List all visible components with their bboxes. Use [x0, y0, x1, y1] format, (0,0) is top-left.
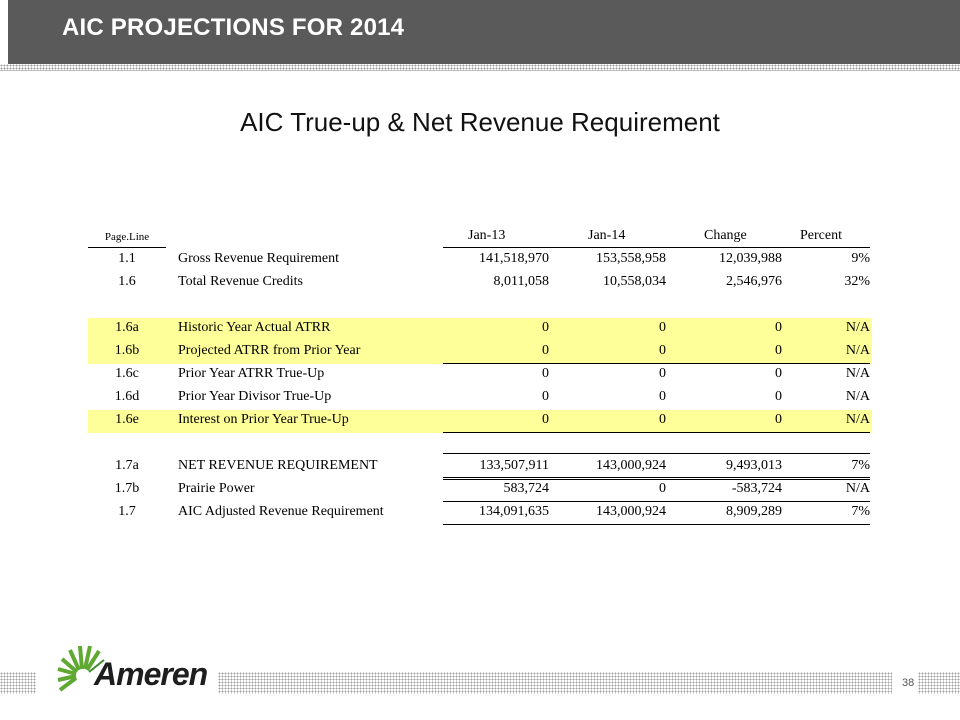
row-jan-13: 0	[542, 320, 549, 335]
total-underline-1	[443, 477, 870, 478]
row-jan-14: 10,558,034	[603, 274, 666, 289]
row-page-line: 1.6d	[114, 389, 140, 404]
row-percent: N/A	[845, 343, 870, 358]
header-change: Change	[704, 228, 747, 243]
row-change: 9,493,013	[726, 458, 782, 473]
row-page-line: 1.6b	[114, 343, 140, 358]
table-row	[88, 341, 872, 364]
row-jan-13: 8,011,058	[493, 274, 549, 289]
row-change: -583,724	[731, 481, 782, 496]
table-row	[88, 479, 872, 502]
row-jan-13: 0	[542, 412, 549, 427]
footer-dotted-stripe-right	[918, 672, 960, 694]
row-change: 12,039,988	[719, 251, 782, 266]
row-page-line: 1.6c	[115, 366, 139, 381]
row-page-line: 1.6e	[115, 412, 139, 427]
row-description: Prairie Power	[178, 481, 255, 496]
revenue-table	[88, 226, 872, 525]
ameren-logo	[54, 638, 224, 702]
row-jan-14: 0	[659, 343, 666, 358]
row-change: 0	[775, 412, 782, 427]
row-percent: N/A	[845, 412, 870, 427]
row-jan-14: 0	[659, 389, 666, 404]
row-description: Prior Year Divisor True-Up	[178, 389, 332, 404]
footer-dotted-stripe-middle	[218, 672, 892, 694]
row-jan-14: 153,558,958	[596, 251, 666, 266]
row-description: AIC Adjusted Revenue Requirement	[178, 504, 384, 519]
row-jan-13: 583,724	[503, 481, 549, 496]
row-page-line: 1.6	[118, 274, 136, 289]
table-row	[88, 318, 872, 341]
table-row	[88, 387, 872, 410]
row-description: Interest on Prior Year True-Up	[178, 412, 349, 427]
table-row	[88, 410, 872, 433]
header-jan-14: Jan-14	[588, 228, 626, 243]
table-header-row	[88, 226, 872, 249]
row-page-line: 1.7b	[114, 481, 140, 496]
row-jan-13: 0	[542, 343, 549, 358]
row-jan-13: 0	[542, 366, 549, 381]
row-page-line: 1.6a	[115, 320, 139, 335]
row-percent: 7%	[851, 504, 870, 519]
row-jan-13: 133,507,911	[479, 458, 549, 473]
table-row	[88, 456, 872, 479]
row-page-line: 1.7a	[115, 458, 139, 473]
row-description: Historic Year Actual ATRR	[178, 320, 331, 335]
header-jan-13: Jan-13	[468, 228, 506, 243]
row-description: Projected ATRR from Prior Year	[178, 343, 361, 358]
row-jan-14: 143,000,924	[596, 504, 666, 519]
row-jan-14: 143,000,924	[596, 458, 666, 473]
row-percent: 32%	[844, 274, 870, 289]
row-change: 2,546,976	[726, 274, 782, 289]
row-jan-14: 0	[659, 320, 666, 335]
row-jan-13: 141,518,970	[479, 251, 549, 266]
table-row	[88, 364, 872, 387]
row-change: 0	[775, 320, 782, 335]
row-percent: N/A	[845, 320, 870, 335]
footer-dotted-stripe-left	[0, 672, 36, 694]
row-description: Gross Revenue Requirement	[178, 251, 339, 266]
header-edge	[0, 0, 8, 64]
final-underline	[443, 524, 870, 525]
total-overline	[443, 453, 870, 454]
row-description: NET REVENUE REQUIREMENT	[178, 458, 378, 473]
row-percent: N/A	[845, 481, 870, 496]
row-jan-14: 0	[659, 366, 666, 381]
row-description: Prior Year ATRR True-Up	[178, 366, 325, 381]
row-jan-14: 0	[659, 481, 666, 496]
row-jan-13: 134,091,635	[479, 504, 549, 519]
page-number: 38	[902, 677, 915, 689]
row-description: Total Revenue Credits	[178, 274, 303, 289]
row-percent: 9%	[851, 251, 870, 266]
row-percent: N/A	[845, 366, 870, 381]
header-bar	[0, 0, 960, 64]
row-page-line: 1.7	[118, 504, 136, 519]
header-divider	[0, 70, 960, 71]
row-percent: N/A	[845, 389, 870, 404]
table-row	[88, 249, 872, 272]
row-change: 0	[775, 343, 782, 358]
page-title: AIC PROJECTIONS FOR 2014	[62, 14, 405, 41]
row-change: 0	[775, 366, 782, 381]
spacer-row	[88, 433, 872, 456]
table-row	[88, 502, 872, 525]
slide-subtitle: AIC True-up & Net Revenue Requirement	[240, 107, 720, 137]
header-percent: Percent	[800, 228, 842, 243]
header-page-underline	[88, 247, 166, 248]
row-jan-13: 0	[542, 389, 549, 404]
table-row	[88, 272, 872, 295]
logo-wordmark: Ameren	[94, 656, 208, 692]
header-page-line: Page.Line	[104, 231, 150, 243]
header-values-underline	[443, 247, 870, 248]
spacer-row	[88, 295, 872, 318]
row-change: 8,909,289	[726, 504, 782, 519]
row-change: 0	[775, 389, 782, 404]
row-page-line: 1.1	[118, 251, 136, 266]
row-percent: 7%	[851, 458, 870, 473]
row-jan-14: 0	[659, 412, 666, 427]
